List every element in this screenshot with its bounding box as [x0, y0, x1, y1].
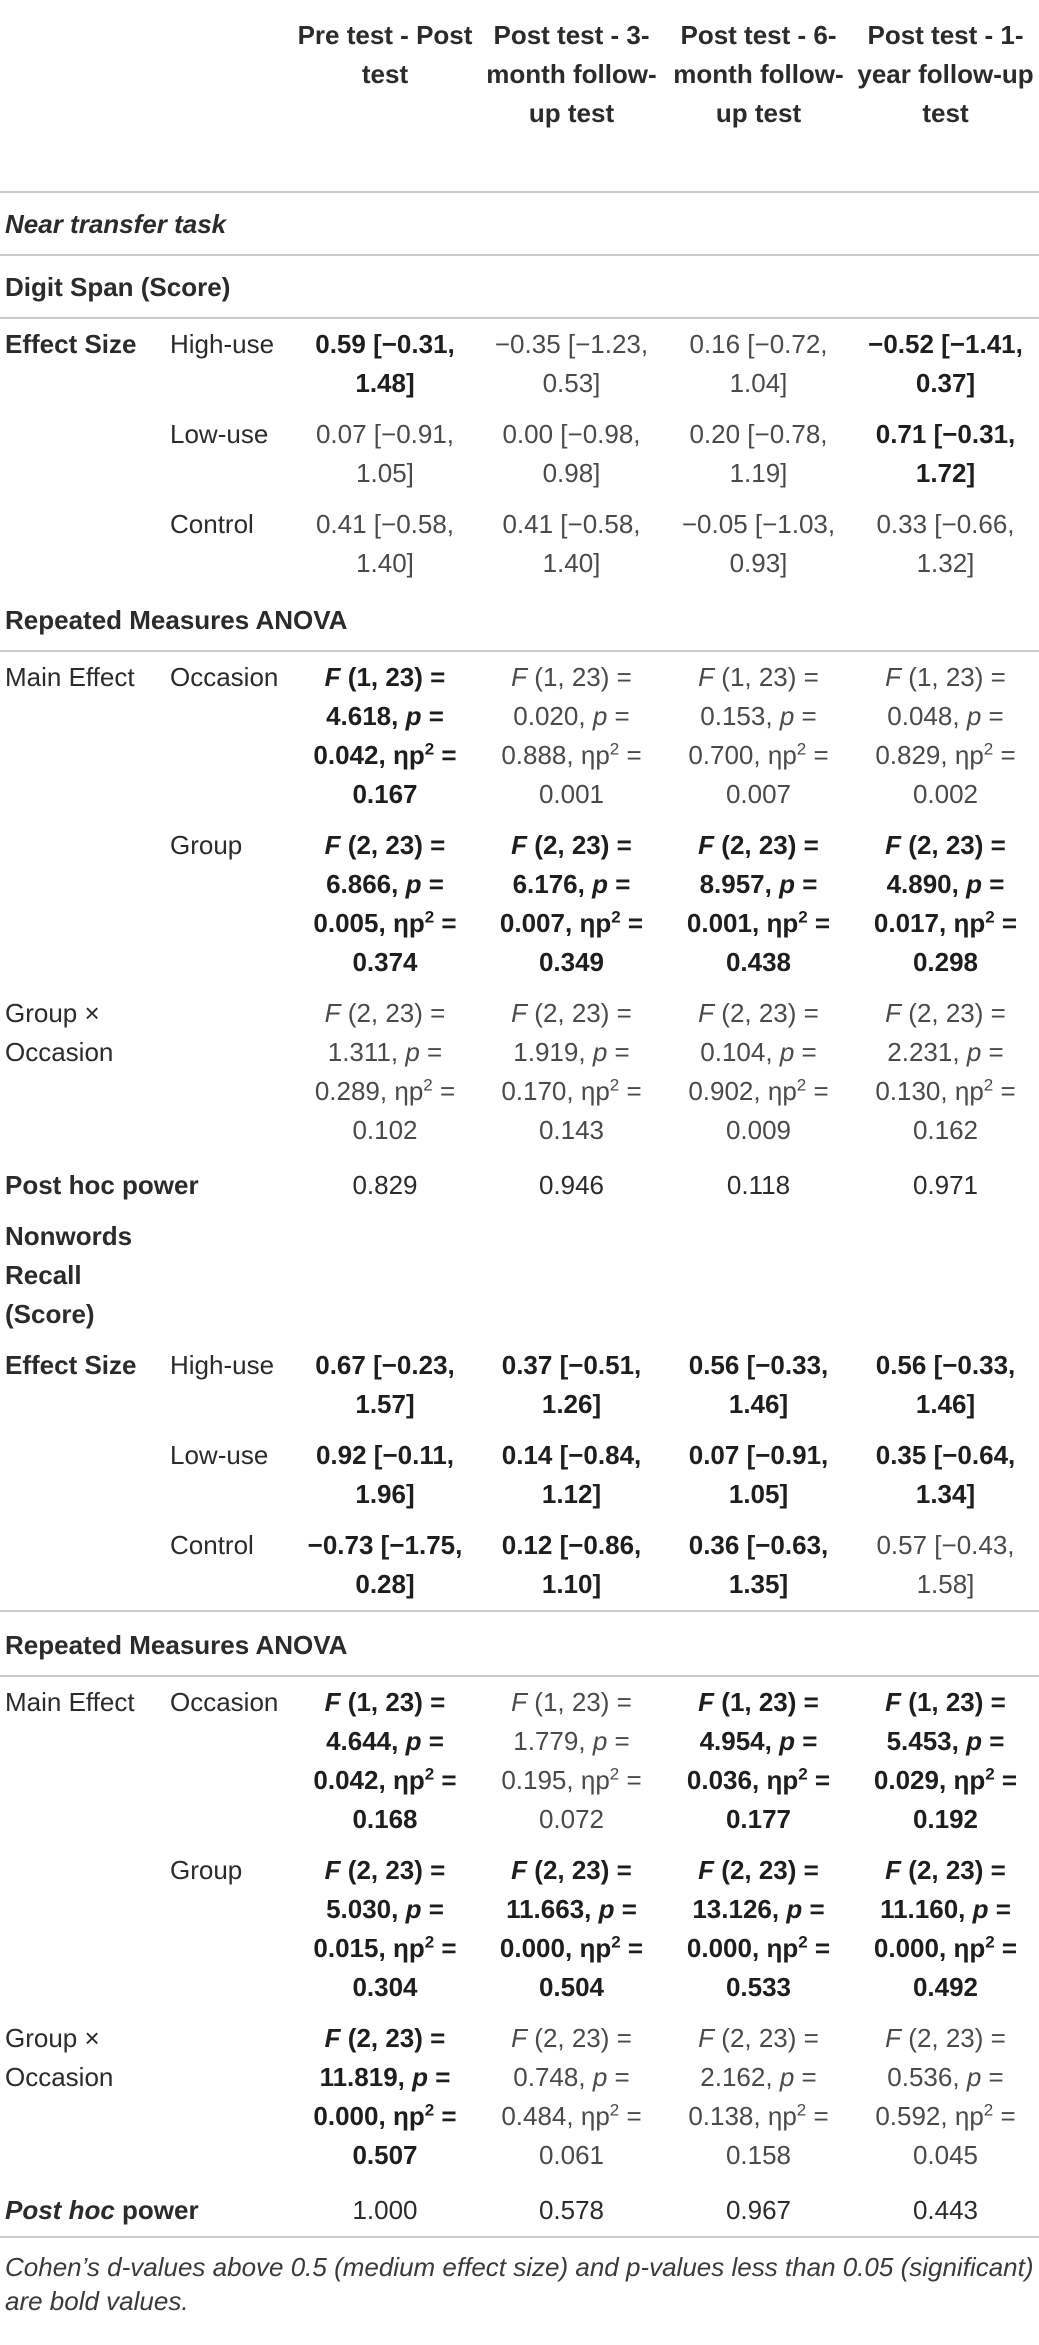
p-symbol: p: [592, 701, 608, 731]
section-near-transfer: [0, 192, 1039, 255]
power-label-rest: power: [122, 2195, 199, 2225]
f-symbol: F: [885, 1687, 902, 1717]
power-label: Post hoc power: [5, 1170, 199, 1200]
eta-symbol: ηp: [580, 2101, 610, 2131]
footnote: Cohen’s d-values above 0.5 (medium effect size) and p-values less than 0.05 (significant) are bold values.: [0, 2237, 1039, 2318]
group-label: Control: [170, 1530, 254, 1560]
anova-stat-cell: [852, 988, 1039, 1156]
p-symbol: p: [779, 1037, 795, 1067]
eta-symbol: ηp: [579, 1933, 612, 1963]
section-digit-span-anova: [0, 589, 1039, 651]
eta-exponent: 2: [798, 907, 808, 927]
effect-row: [0, 318, 1039, 409]
header-post-1year: Post test - 1-year follow-up test: [852, 0, 1039, 192]
f-value: (1, 23) = 0.020,: [513, 662, 632, 731]
eta-exponent: 2: [611, 1932, 621, 1952]
anova-row: [0, 1676, 1039, 1845]
f-symbol: F: [511, 830, 528, 860]
eta-symbol: ηp: [392, 2101, 425, 2131]
effect-size-cell: −0.05 [−1.03, 0.93]: [681, 509, 836, 578]
anova-factor-label: Occasion: [170, 1687, 279, 1717]
eta-exponent: 2: [611, 907, 621, 927]
eta-exponent: 2: [796, 2100, 807, 2120]
effect-size-label: [0, 1430, 164, 1520]
anova-row: [0, 820, 1039, 988]
eta-symbol: ηp: [954, 1076, 984, 1106]
nonwords-effects: [0, 1340, 1039, 1611]
eta-value: = 0.167: [352, 740, 457, 809]
eta-exponent: 2: [424, 907, 435, 927]
f-value: (2, 23) = 1.311,: [327, 998, 446, 1067]
p-symbol: p: [972, 1894, 989, 1924]
eta-value: = 0.192: [912, 1765, 1018, 1834]
anova-stat-cell: [665, 1676, 852, 1845]
effect-size-cell: 0.00 [−0.98, 0.98]: [502, 419, 641, 488]
effect-size-label: [0, 1520, 164, 1611]
anova-row: [0, 988, 1039, 1156]
group-label: Control: [170, 509, 254, 539]
p-symbol: p: [405, 701, 422, 731]
header-empty: [164, 0, 292, 192]
anova-stat-cell: [292, 988, 478, 1156]
eta-exponent: 2: [424, 2100, 435, 2120]
effect-size-cell: 0.41 [−0.58, 1.40]: [315, 509, 455, 578]
f-value: (2, 23) = 5.030,: [326, 1855, 446, 1924]
anova-effect-label: Group × Occasion: [5, 998, 114, 1067]
f-value: (2, 23) = 2.162,: [700, 2023, 819, 2092]
p-value: = 0.029,: [873, 1726, 1005, 1795]
p-value: = 0.289,: [314, 1037, 443, 1106]
p-symbol: p: [598, 1894, 615, 1924]
p-symbol: p: [966, 1726, 982, 1756]
anova-stat-cell: [292, 2013, 478, 2181]
effect-size-cell: 0.36 [−0.63, 1.35]: [688, 1530, 829, 1599]
p-value: = 0.902,: [688, 1037, 817, 1106]
eta-symbol: ηp: [767, 1076, 797, 1106]
effect-size-cell: 0.41 [−0.58, 1.40]: [502, 509, 641, 578]
eta-exponent: 2: [983, 739, 994, 759]
p-symbol: p: [405, 1894, 422, 1924]
p-value: = 0.592,: [875, 2062, 1004, 2131]
group-label: Low-use: [170, 1440, 269, 1470]
p-symbol: p: [592, 2062, 608, 2092]
f-value: (2, 23) = 0.104,: [700, 998, 819, 1067]
effect-size-label: [0, 499, 164, 589]
eta-exponent: 2: [798, 1764, 808, 1784]
effect-size-cell: 0.59 [−0.31, 1.48]: [315, 329, 455, 398]
f-value: (2, 23) = 13.126,: [692, 1855, 819, 1924]
anova-stat-cell: [665, 820, 852, 988]
section-nonwords: [0, 1211, 1039, 1340]
p-symbol: p: [592, 1037, 608, 1067]
p-symbol: p: [779, 701, 795, 731]
header-empty: [0, 0, 164, 192]
header-pre-post: Pre test - Post test: [292, 0, 478, 192]
eta-symbol: ηp: [767, 740, 797, 770]
header-row: [0, 0, 1039, 192]
power-label-italic: Post hoc: [5, 2195, 115, 2225]
eta-symbol: ηp: [766, 1765, 799, 1795]
f-value: (2, 23) = 11.663,: [506, 1855, 632, 1924]
eta-value: = 0.143: [538, 1076, 642, 1145]
anova-factor-label: Occasion: [170, 662, 279, 692]
effect-size-label: Effect Size: [5, 1350, 137, 1380]
f-symbol: F: [698, 2023, 715, 2053]
eta-exponent: 2: [983, 1075, 994, 1095]
p-symbol: p: [779, 1726, 795, 1756]
effect-row: [0, 1430, 1039, 1520]
anova-stat-cell: [478, 2013, 665, 2181]
anova-stat-cell: [478, 651, 665, 820]
power-cell: 0.578: [538, 2195, 605, 2225]
power-cell: 0.971: [912, 1170, 979, 1200]
p-symbol: p: [966, 701, 982, 731]
anova-stat-cell: [478, 820, 665, 988]
f-value: (2, 23) = 4.890,: [886, 830, 1006, 899]
eta-symbol: ηp: [766, 1933, 799, 1963]
eta-symbol: ηp: [766, 908, 799, 938]
effect-size-cell: 0.92 [−0.11, 1.96]: [315, 1440, 455, 1509]
effect-size-cell: 0.71 [−0.31, 1.72]: [875, 419, 1016, 488]
anova-stat-cell: [852, 651, 1039, 820]
f-symbol: F: [885, 830, 902, 860]
eta-value: = 0.298: [912, 908, 1018, 977]
effect-size-cell: 0.12 [−0.86, 1.10]: [501, 1530, 642, 1599]
eta-value: = 0.158: [725, 2101, 829, 2170]
eta-value: = 0.374: [352, 908, 457, 977]
eta-exponent: 2: [985, 907, 995, 927]
eta-value: = 0.009: [725, 1076, 829, 1145]
eta-value: = 0.504: [538, 1933, 644, 2002]
anova-stat-cell: [852, 1676, 1039, 1845]
eta-symbol: ηp: [580, 740, 610, 770]
p-value: = 0.888,: [501, 701, 630, 770]
section-title: Digit Span (Score): [0, 255, 1039, 318]
effect-size-cell: −0.52 [−1.41, 0.37]: [868, 329, 1023, 398]
f-symbol: F: [324, 1855, 341, 1885]
section-title: Repeated Measures ANOVA: [0, 589, 1039, 651]
effect-size-cell: 0.67 [−0.23, 1.57]: [315, 1350, 455, 1419]
anova-stat-cell: [665, 1845, 852, 2013]
eta-exponent: 2: [796, 739, 807, 759]
p-value: = 0.000,: [873, 1894, 1011, 1963]
p-symbol: p: [966, 1037, 982, 1067]
anova-factor-label: [164, 988, 292, 1156]
eta-value: = 0.177: [725, 1765, 831, 1834]
p-symbol: p: [405, 1037, 420, 1067]
anova-stat-cell: [665, 651, 852, 820]
f-symbol: F: [324, 830, 341, 860]
eta-symbol: ηp: [392, 1933, 425, 1963]
power-cell: 0.967: [725, 2195, 792, 2225]
f-symbol: F: [511, 2023, 528, 2053]
eta-value: = 0.533: [725, 1933, 831, 2002]
eta-value: = 0.162: [912, 1076, 1016, 1145]
p-value: = 0.015,: [313, 1894, 444, 1963]
eta-value: = 0.007: [725, 740, 829, 809]
effect-size-cell: −0.35 [−1.23, 0.53]: [494, 329, 649, 398]
eta-exponent: 2: [798, 1932, 808, 1952]
f-symbol: F: [885, 998, 902, 1028]
power-cell: 0.443: [912, 2195, 979, 2225]
p-value: = 0.170,: [501, 1037, 630, 1106]
digit-span-anova: [0, 651, 1039, 1156]
f-value: (2, 23) = 11.819,: [319, 2023, 446, 2092]
effect-row: [0, 1520, 1039, 1611]
section-title: Nonwords Recall (Score): [5, 1221, 133, 1329]
anova-effect-label: Group × Occasion: [5, 2023, 114, 2092]
section-digit-span: [0, 255, 1039, 318]
eta-symbol: ηp: [392, 908, 425, 938]
eta-symbol: ηp: [954, 2101, 984, 2131]
eta-symbol: ηp: [579, 908, 612, 938]
anova-stat-cell: [292, 651, 478, 820]
f-value: (1, 23) = 1.779,: [513, 1687, 632, 1756]
anova-stat-cell: [852, 2013, 1039, 2181]
eta-symbol: ηp: [953, 908, 986, 938]
f-value: (2, 23) = 0.748,: [513, 2023, 632, 2092]
anova-row: [0, 1845, 1039, 2013]
f-value: (1, 23) = 0.048,: [887, 662, 1006, 731]
f-value: (2, 23) = 8.957,: [699, 830, 819, 899]
eta-symbol: ηp: [392, 740, 425, 770]
power-cell: 0.946: [538, 1170, 605, 1200]
nonwords-power-row: [0, 2181, 1039, 2237]
anova-stat-cell: [292, 1676, 478, 1845]
f-symbol: F: [511, 998, 528, 1028]
f-symbol: F: [885, 1855, 902, 1885]
effect-size-cell: −0.73 [−1.75, 0.28]: [307, 1530, 463, 1599]
eta-value: = 0.168: [352, 1765, 457, 1834]
eta-symbol: ηp: [394, 1076, 424, 1106]
eta-symbol: ηp: [953, 1765, 986, 1795]
anova-effect-label: Main Effect: [5, 662, 135, 692]
group-label: High-use: [170, 329, 275, 359]
anova-effect-label: [0, 820, 164, 988]
f-symbol: F: [324, 662, 341, 692]
effect-size-cell: 0.14 [−0.84, 1.12]: [501, 1440, 642, 1509]
p-symbol: p: [779, 2062, 795, 2092]
p-value: = 0.005,: [313, 869, 444, 938]
effect-size-cell: 0.20 [−0.78, 1.19]: [689, 419, 828, 488]
eta-exponent: 2: [609, 1764, 620, 1784]
p-value: = 0.007,: [499, 869, 631, 938]
digit-span-power-row: [0, 1156, 1039, 1211]
p-value: = 0.017,: [873, 869, 1005, 938]
eta-symbol: ηp: [953, 1933, 986, 1963]
group-label: High-use: [170, 1350, 275, 1380]
eta-exponent: 2: [609, 1075, 620, 1095]
p-value: = 0.700,: [688, 701, 817, 770]
power-label: [0, 2181, 292, 2237]
anova-stat-cell: [478, 1676, 665, 1845]
eta-symbol: ηp: [392, 1765, 425, 1795]
anova-stat-cell: [852, 1845, 1039, 2013]
p-value: = 0.000,: [499, 1894, 637, 1963]
effect-row: [0, 499, 1039, 589]
section-title: Repeated Measures ANOVA: [0, 1611, 1039, 1676]
f-symbol: F: [698, 830, 715, 860]
eta-exponent: 2: [424, 1764, 435, 1784]
anova-stat-cell: [292, 820, 478, 988]
spacer: [164, 1211, 1039, 1340]
p-value: = 0.130,: [875, 1037, 1004, 1106]
f-symbol: F: [324, 1687, 341, 1717]
f-symbol: F: [885, 2023, 902, 2053]
eta-exponent: 2: [424, 1932, 435, 1952]
p-symbol: p: [966, 869, 982, 899]
eta-value: = 0.507: [352, 2101, 457, 2170]
header-post-3month: Post test - 3-month follow-up test: [478, 0, 665, 192]
p-symbol: p: [779, 869, 795, 899]
eta-exponent: 2: [985, 1932, 995, 1952]
p-symbol: p: [405, 1726, 422, 1756]
anova-stat-cell: [478, 988, 665, 1156]
f-symbol: F: [511, 1687, 528, 1717]
power-cell: 0.829: [352, 1170, 418, 1200]
eta-symbol: ηp: [767, 2101, 797, 2131]
effect-size-cell: 0.16 [−0.72, 1.04]: [689, 329, 828, 398]
f-symbol: F: [324, 998, 341, 1028]
eta-value: = 0.061: [538, 2101, 642, 2170]
anova-stat-cell: [852, 820, 1039, 988]
p-value: = 0.829,: [875, 701, 1004, 770]
anova-row: [0, 651, 1039, 820]
p-symbol: p: [592, 1726, 608, 1756]
effect-size-label: Effect Size: [5, 329, 137, 359]
power-cell: 1.000: [352, 2195, 418, 2225]
eta-symbol: ηp: [580, 1076, 610, 1106]
f-symbol: F: [698, 662, 715, 692]
eta-exponent: 2: [985, 1764, 995, 1784]
p-value: = 0.001,: [686, 869, 818, 938]
footnote-row: [0, 2237, 1039, 2318]
anova-row: [0, 2013, 1039, 2181]
effect-size-cell: 0.07 [−0.91, 1.05]: [315, 419, 455, 488]
p-value: = 0.042,: [313, 1726, 444, 1795]
f-value: (1, 23) = 4.618,: [326, 662, 446, 731]
f-value: (2, 23) = 6.866,: [326, 830, 446, 899]
eta-exponent: 2: [609, 2100, 620, 2120]
p-symbol: p: [966, 2062, 982, 2092]
effect-size-label: [0, 409, 164, 499]
header-post-6month: Post test - 6-month follow-up test: [665, 0, 852, 192]
eta-value: = 0.492: [912, 1933, 1018, 2002]
section-nonwords-anova: [0, 1611, 1039, 1676]
p-value: = 0.138,: [688, 2062, 817, 2131]
anova-factor-label: Group: [170, 1855, 243, 1885]
p-symbol: p: [786, 1894, 803, 1924]
nonwords-anova: [0, 1676, 1039, 2181]
f-value: (2, 23) = 6.176,: [512, 830, 632, 899]
eta-value: = 0.072: [538, 1765, 642, 1834]
eta-value: = 0.304: [352, 1933, 457, 2002]
effect-size-cell: 0.57 [−0.43, 1.58]: [876, 1530, 1015, 1599]
effect-size-cell: 0.37 [−0.51, 1.26]: [501, 1350, 642, 1419]
f-symbol: F: [885, 662, 902, 692]
eta-value: = 0.001: [538, 740, 642, 809]
anova-stat-cell: [292, 1845, 478, 2013]
p-value: = 0.036,: [686, 1726, 818, 1795]
section-title: Near transfer task: [0, 192, 1039, 255]
f-symbol: F: [698, 998, 715, 1028]
f-symbol: F: [324, 2023, 341, 2053]
f-value: (1, 23) = 0.153,: [700, 662, 819, 731]
anova-stat-cell: [665, 2013, 852, 2181]
anova-factor-label: Group: [170, 830, 243, 860]
f-value: (2, 23) = 11.160,: [880, 1855, 1006, 1924]
effect-size-cell: 0.56 [−0.33, 1.46]: [875, 1350, 1016, 1419]
p-value: = 0.000,: [686, 1894, 825, 1963]
f-value: (2, 23) = 0.536,: [887, 2023, 1006, 2092]
effect-size-cell: 0.56 [−0.33, 1.46]: [688, 1350, 829, 1419]
p-value: = 0.484,: [501, 2062, 630, 2131]
effect-row: [0, 1340, 1039, 1430]
p-value: = 0.195,: [501, 1726, 630, 1795]
effect-size-cell: 0.35 [−0.64, 1.34]: [875, 1440, 1016, 1509]
f-value: (2, 23) = 1.919,: [513, 998, 632, 1067]
anova-stat-cell: [478, 1845, 665, 2013]
effect-row: [0, 409, 1039, 499]
eta-symbol: ηp: [580, 1765, 610, 1795]
f-value: (2, 23) = 2.231,: [887, 998, 1006, 1067]
f-symbol: F: [698, 1855, 715, 1885]
eta-exponent: 2: [796, 1075, 807, 1095]
f-value: (1, 23) = 4.954,: [699, 1687, 819, 1756]
anova-effect-label: Main Effect: [5, 1687, 135, 1717]
eta-exponent: 2: [983, 2100, 994, 2120]
eta-exponent: 2: [423, 1075, 433, 1095]
f-value: (1, 23) = 4.644,: [326, 1687, 446, 1756]
f-value: (1, 23) = 5.453,: [886, 1687, 1006, 1756]
eta-value: = 0.102: [352, 1076, 456, 1145]
effect-size-cell: 0.07 [−0.91, 1.05]: [688, 1440, 829, 1509]
eta-exponent: 2: [424, 739, 435, 759]
anova-factor-label: [164, 2013, 292, 2181]
eta-value: = 0.349: [538, 908, 644, 977]
f-symbol: F: [698, 1687, 715, 1717]
group-label: Low-use: [170, 419, 269, 449]
digit-span-effects: [0, 318, 1039, 589]
p-value: = 0.000,: [313, 2062, 451, 2131]
power-cell: 0.118: [726, 1170, 791, 1200]
p-symbol: p: [405, 869, 422, 899]
anova-effect-label: [0, 1845, 164, 2013]
eta-value: = 0.002: [912, 740, 1016, 809]
p-value: = 0.042,: [313, 701, 444, 770]
f-symbol: F: [511, 662, 528, 692]
f-symbol: F: [511, 1855, 528, 1885]
anova-stat-cell: [665, 988, 852, 1156]
eta-symbol: ηp: [954, 740, 984, 770]
eta-value: = 0.045: [912, 2101, 1016, 2170]
eta-exponent: 2: [609, 739, 620, 759]
effect-size-cell: 0.33 [−0.66, 1.32]: [876, 509, 1015, 578]
p-symbol: p: [412, 2062, 428, 2092]
p-symbol: p: [592, 869, 608, 899]
eta-value: = 0.438: [725, 908, 831, 977]
